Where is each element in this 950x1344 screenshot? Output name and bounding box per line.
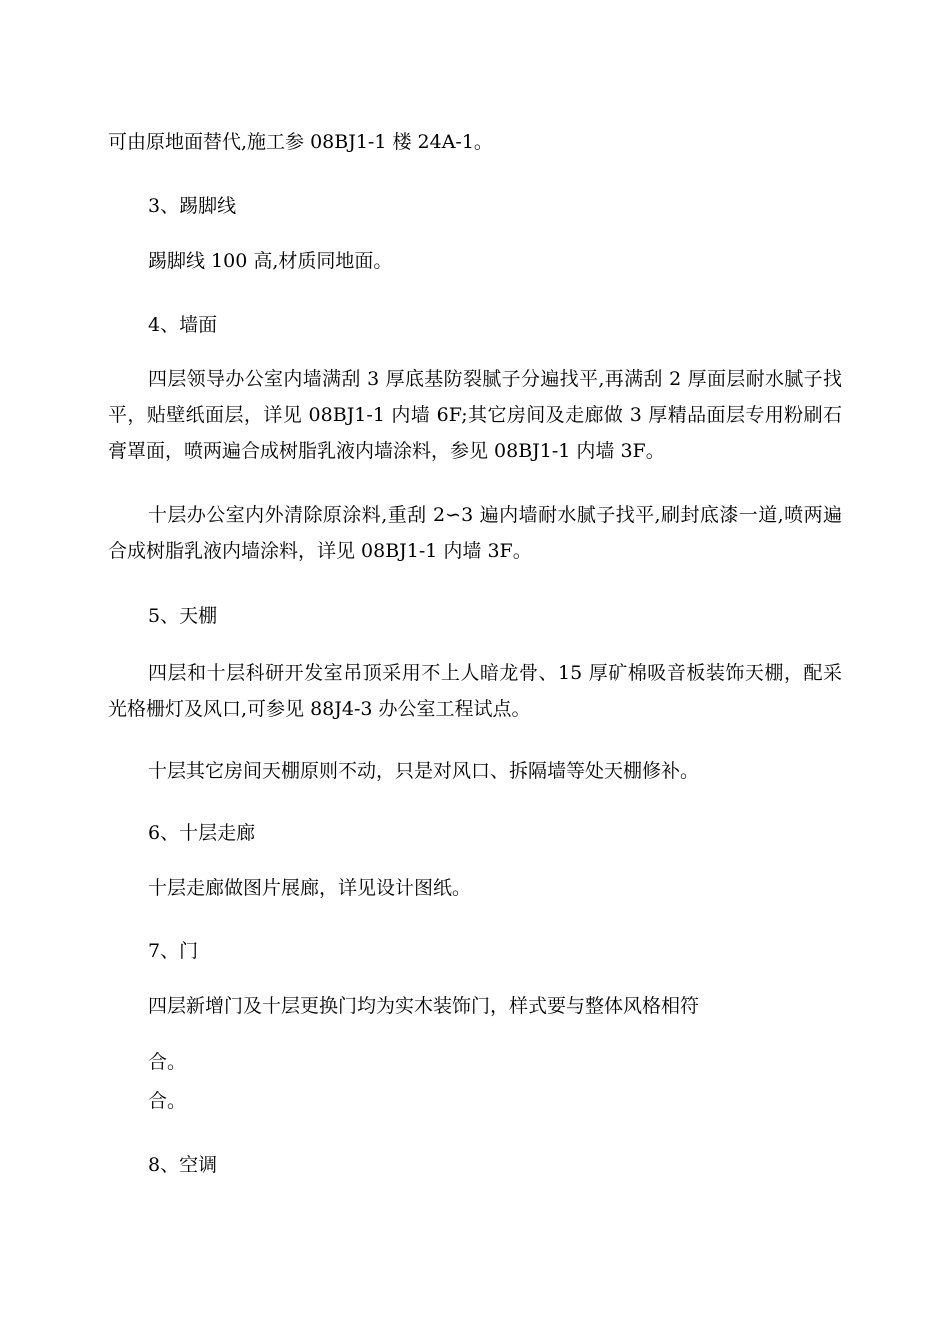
paragraph-door-tail-1: 合。 (148, 1051, 187, 1073)
heading-door: 7、门 (148, 940, 199, 962)
paragraph-ceiling-other: 十层其它房间天棚原则不动，只是对风口、拆隔墙等处天棚修补。 (148, 760, 700, 782)
heading-corridor: 6、十层走廊 (148, 822, 256, 844)
paragraph-floor-continuation: 可由原地面替代,施工参 08BJ1-1 楼 24A-1。 (108, 131, 493, 153)
heading-ceiling: 5、天棚 (148, 605, 218, 627)
paragraph-ceiling-lab: 四层和十层科研开发室吊顶采用不上人暗龙骨、15 厚矿棉吸音板装饰天棚，配采光格栅灯及风口,可参见 88J4-3 办公室工程试点。 (108, 662, 842, 720)
paragraph-corridor: 十层走廊做图片展廊，详见设计图纸。 (148, 877, 472, 899)
paragraph-skirting: 踢脚线 100 高,材质同地面。 (148, 250, 393, 272)
heading-air-conditioning: 8、空调 (148, 1154, 218, 1176)
heading-skirting: 3、踢脚线 (148, 195, 237, 217)
paragraph-wall-fourth-floor: 四层领导办公室内墙满刮 3 厚底基防裂腻子分遍找平,再满刮 2 厚面层耐水腻子找平，贴壁纸面层，详见 08BJ1-1 内墙 6F;其它房间及走廊做 3 厚精品面层专用粉刷石膏罩面，喷两遍合成树脂乳液内墙涂料，参见 08BJ1-1 内墙 3F。 (108, 368, 842, 462)
paragraph-door: 四层新增门及十层更换门均为实木装饰门，样式要与整体风格相符 (148, 995, 700, 1017)
paragraph-wall-tenth-floor: 十层办公室内外清除原涂料,重刮 2∽3 遍内墙耐水腻子找平,刷封底漆一道,喷两遍合成树脂乳液内墙涂料，详见 08BJ1-1 内墙 3F。 (108, 504, 842, 562)
paragraph-door-tail-2: 合。 (148, 1090, 187, 1112)
heading-wall: 4、墙面 (148, 314, 218, 336)
